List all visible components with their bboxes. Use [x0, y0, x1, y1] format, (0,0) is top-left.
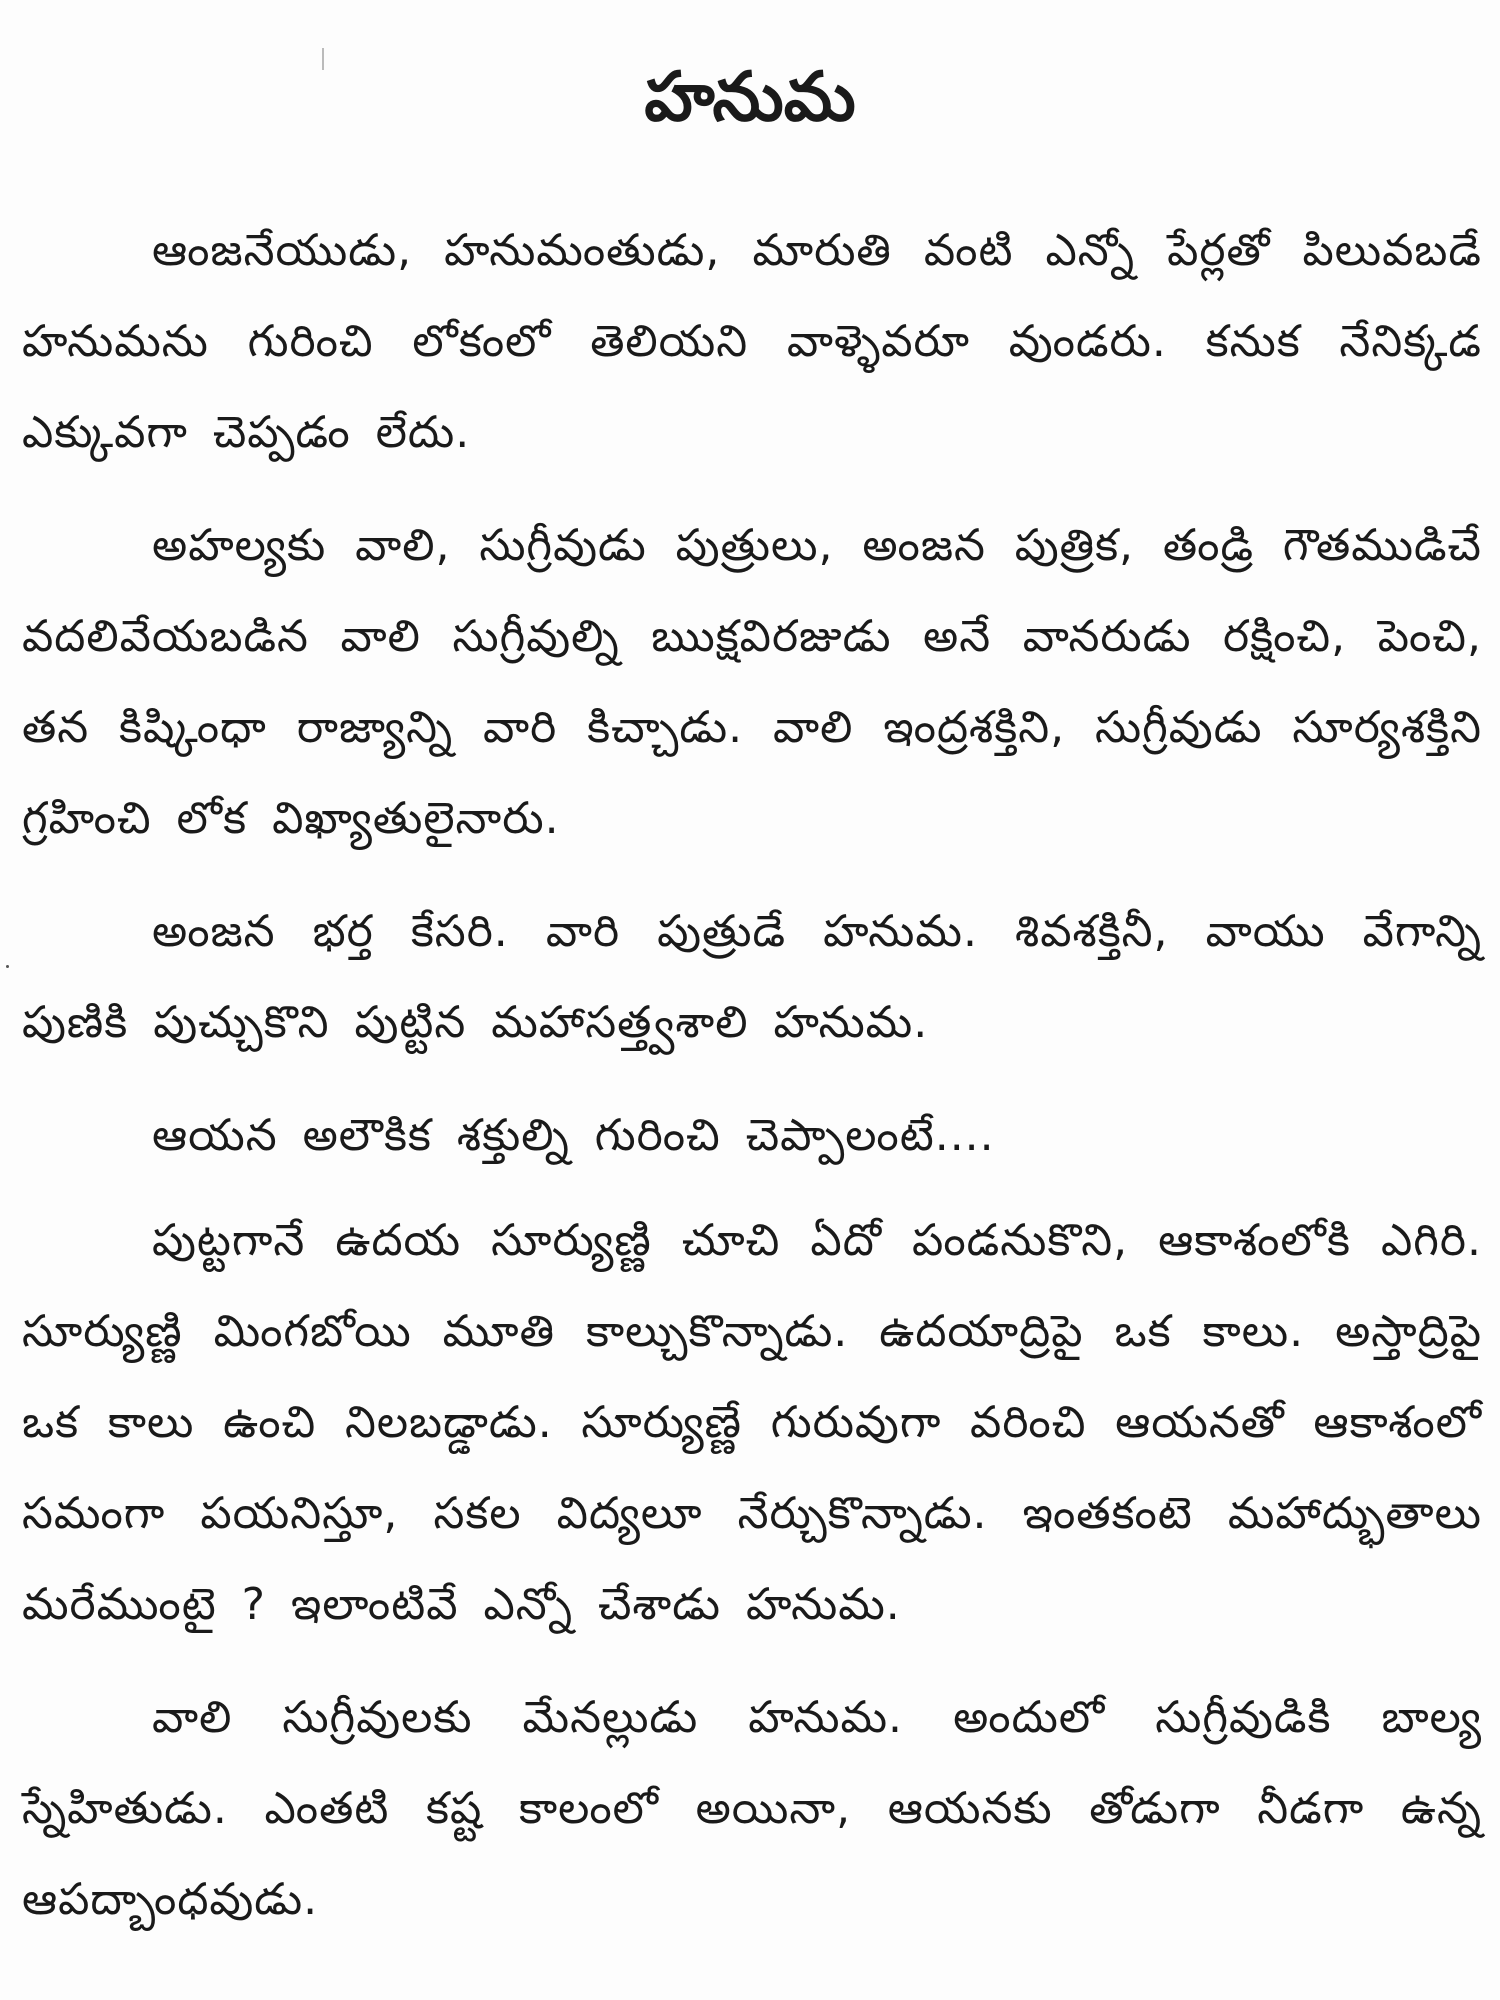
paragraph-2: అహల్యకు వాలి, సుగ్రీవుడు పుత్రులు, అంజన పుత్రిక, తండ్రి గౌతముడిచే వదలివేయబడిన వాలి సుగ్రీవుల్ని ఋక్షవిరజుడు అనే వానరుడు రక్షించి, పెంచి, తన కిష్కింధా రాజ్యాన్ని వారి కిచ్చాడు. వాలి ఇంద్రశక్తిని, సుగ్రీవుడు సూర్యశక్తిని గ్రహించి లోక విఖ్యాతులైనారు.	[22, 520, 1482, 844]
body-text	[22, 205, 1482, 1967]
paragraph-1: ఆంజనేయుడు, హనుమంతుడు, మారుతి వంటి ఎన్నో పేర్లతో పిలువబడే హనుమను గురించి లోకంలో తెలియని వాళ్ళెవరూ వుండరు. కనుక నేనిక్కడ ఎక్కువగా చెప్పడం లేదు.	[22, 225, 1482, 458]
scan-speck	[6, 965, 9, 968]
paragraph-3: అంజన భర్త కేసరి. వారి పుత్రుడే హనుమ. శివశక్తినీ, వాయు వేగాన్ని పుణికి పుచ్చుకొని పుట్టిన మహాసత్త్వశాలి హనుమ.	[22, 906, 1482, 1048]
paragraph-4: ఆయన అలౌకిక శక్తుల్ని గురించి చెప్పాలంటే....	[152, 1110, 995, 1161]
paragraph-6: వాలి సుగ్రీవులకు మేనల్లుడు హనుమ. అందులో సుగ్రీవుడికి బాల్య స్నేహితుడు. ఎంతటి కష్ట కాలంలో అయినా, ఆయనకు తోడుగా నీడగా ఉన్న ఆపద్బాంధవుడు.	[22, 1692, 1482, 1925]
paragraph-5: పుట్టగానే ఉదయ సూర్యుణ్ణి చూచి ఏదో పండనుకొని, ఆకాశంలోకి ఎగిరి. సూర్యుణ్ణి మింగబోయి మూతి కాల్చుకొన్నాడు. ఉదయాద్రిపై ఒక కాలు. అస్తాద్రిపై ఒక కాలు ఉంచి నిలబడ్డాడు. సూర్యుణ్ణే గురువుగా వరించి ఆయనతో ఆకాశంలో సమంగా పయనిస్తూ, సకల విద్యలూ నేర్చుకొన్నాడు. ఇంతకంటె మహాద్భుతాలు మరేముంటై ? ఇలాంటివే ఎన్నో చేశాడు హనుమ.	[22, 1215, 1482, 1630]
page-title: హనుమ	[644, 58, 856, 137]
